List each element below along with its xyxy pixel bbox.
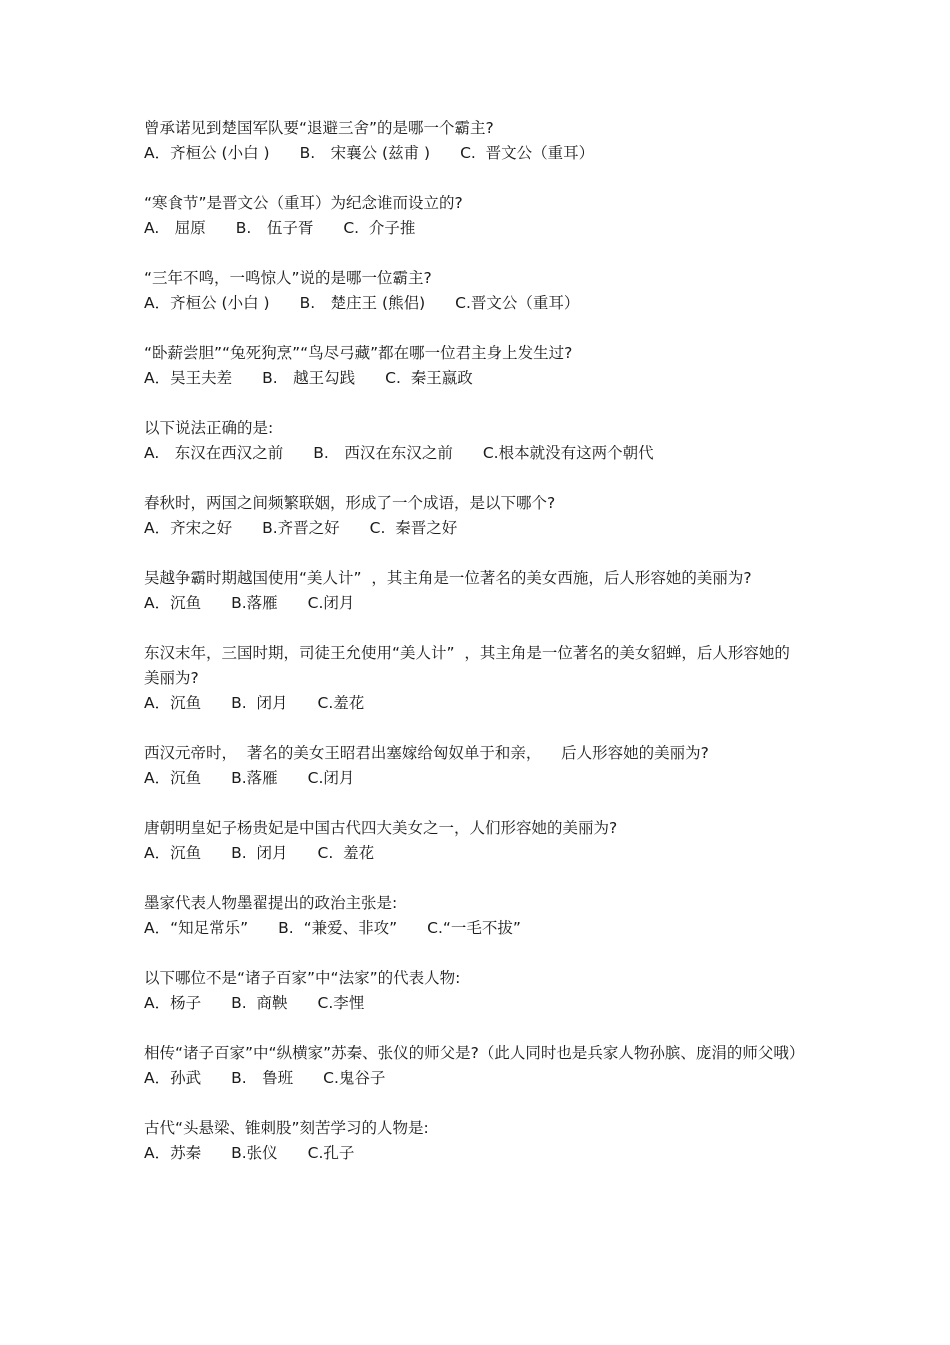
question-item-3 xyxy=(144,266,804,316)
answer-option-c: C. 介子推 xyxy=(343,219,416,237)
question-text: “寒食节”是晋文公（重耳）为纪念谁而设立的? xyxy=(144,194,463,212)
question-item-4 xyxy=(144,341,804,391)
answer-option-a: A．齐宋之好 xyxy=(144,519,233,537)
answer-option-c: C. 晋文公（重耳） xyxy=(460,144,595,162)
answer-option-b: B. 伍子胥 xyxy=(235,219,314,237)
question-text: 古代“头悬梁、锥刺股”刻苦学习的人物是: xyxy=(144,1119,429,1137)
answer-options xyxy=(144,766,804,791)
question-item-8 xyxy=(144,641,804,716)
answer-option-b: B.齐晋之好 xyxy=(262,519,340,537)
question-item-11 xyxy=(144,891,804,941)
answer-option-b: B. 楚庄王 (熊侣) xyxy=(299,294,426,312)
answer-option-a: A．齐桓公 (小白 ) xyxy=(144,144,270,162)
answer-option-c: C.晋文公（重耳） xyxy=(455,294,580,312)
answer-option-c: C.李悝 xyxy=(317,994,365,1012)
answer-option-a: A．齐桓公 (小白 ) xyxy=(144,294,270,312)
question-item-1 xyxy=(144,116,804,166)
answer-options xyxy=(144,916,804,941)
question-item-5 xyxy=(144,416,804,466)
question-text: 以下哪位不是“诸子百家”中“法家”的代表人物: xyxy=(144,969,461,987)
answer-option-a: A．吴王夫差 xyxy=(144,369,233,387)
answer-option-b: B. “兼爱、非攻” xyxy=(278,919,398,937)
answer-option-a: A．沉鱼 xyxy=(144,844,202,862)
question-item-7 xyxy=(144,566,804,616)
question-item-10 xyxy=(144,816,804,866)
question-item-12 xyxy=(144,966,804,1016)
answer-options xyxy=(144,141,804,166)
answer-options xyxy=(144,291,804,316)
answer-options xyxy=(144,441,804,466)
answer-option-c: C.羞花 xyxy=(317,694,365,712)
answer-option-a: A．孙武 xyxy=(144,1069,202,1087)
question-text: 唐朝明皇妃子杨贵妃是中国古代四大美女之一，人们形容她的美丽为? xyxy=(144,819,618,837)
answer-options xyxy=(144,366,804,391)
answer-options xyxy=(144,516,804,541)
answer-option-b: B. 越王勾践 xyxy=(262,369,356,387)
question-text: “卧薪尝胆”“兔死狗烹”“鸟尽弓藏”都在哪一位君主身上发生过? xyxy=(144,344,573,362)
answer-option-a: A．沉鱼 xyxy=(144,694,202,712)
answer-option-a: A. 屈原 xyxy=(144,219,206,237)
answer-option-c: C.根本就没有这两个朝代 xyxy=(482,444,654,462)
answer-options xyxy=(144,991,804,1016)
question-text: 东汉末年，三国时期，司徒王允使用“美人计” ，其主角是一位著名的美女貂蝉，后人形容她的美丽为? xyxy=(144,644,790,687)
answer-option-b: B. 鲁班 xyxy=(231,1069,294,1087)
answer-option-a: A．沉鱼 xyxy=(144,594,202,612)
answer-option-b: B.张仪 xyxy=(231,1144,278,1162)
answer-options xyxy=(144,841,804,866)
answer-options xyxy=(144,591,804,616)
answer-option-c: C.孔子 xyxy=(307,1144,355,1162)
answer-option-b: B. 宋襄公 (兹甫 ) xyxy=(299,144,431,162)
answer-option-c: C. 秦晋之好 xyxy=(369,519,458,537)
answer-option-a: A．苏秦 xyxy=(144,1144,202,1162)
answer-option-c: C. 秦王嬴政 xyxy=(385,369,473,387)
question-item-2 xyxy=(144,191,804,241)
answer-options xyxy=(144,216,804,241)
answer-option-b: B. 闭月 xyxy=(231,844,288,862)
question-text: 春秋时，两国之间频繁联姻，形成了一个成语，是以下哪个? xyxy=(144,494,556,512)
question-text: 墨家代表人物墨翟提出的政治主张是: xyxy=(144,894,398,912)
question-text: 曾承诺见到楚国军队要“退避三舍”的是哪一个霸主? xyxy=(144,119,494,137)
question-text: 相传“诸子百家”中“纵横家”苏秦、张仪的师父是?（此人同时也是兵家人物孙膑、庞涓的师父哦） xyxy=(144,1044,805,1062)
answer-option-c: C. 羞花 xyxy=(317,844,375,862)
answer-option-c: C.闭月 xyxy=(307,769,355,787)
question-item-6 xyxy=(144,491,804,541)
question-item-13 xyxy=(144,1041,804,1091)
answer-option-a: A．杨子 xyxy=(144,994,202,1012)
answer-option-b: B.落雁 xyxy=(231,769,278,787)
answer-options xyxy=(144,1141,804,1166)
answer-option-b: B. 闭月 xyxy=(231,694,288,712)
answer-options xyxy=(144,1066,804,1091)
answer-option-c: C.“一毛不拔” xyxy=(427,919,521,937)
question-text: 吴越争霸时期越国使用“美人计” ，其主角是一位著名的美女西施，后人形容她的美丽为? xyxy=(144,569,752,587)
question-text: 西汉元帝时， 著名的美女王昭君出塞嫁给匈奴单于和亲， 后人形容她的美丽为? xyxy=(144,744,709,762)
question-item-14 xyxy=(144,1116,804,1166)
question-list xyxy=(144,116,804,1191)
answer-option-a: A．“知足常乐” xyxy=(144,919,249,937)
question-text: “三年不鸣，一鸣惊人”说的是哪一位霸主? xyxy=(144,269,432,287)
question-text: 以下说法正确的是: xyxy=(144,419,274,437)
question-item-9 xyxy=(144,741,804,791)
answer-option-c: C.鬼谷子 xyxy=(323,1069,386,1087)
answer-option-a: A. 东汉在西汉之前 xyxy=(144,444,284,462)
answer-option-b: B. 商鞅 xyxy=(231,994,288,1012)
answer-option-c: C.闭月 xyxy=(307,594,355,612)
answer-option-a: A．沉鱼 xyxy=(144,769,202,787)
answer-options xyxy=(144,691,804,716)
answer-option-b: B. 西汉在东汉之前 xyxy=(313,444,453,462)
answer-option-b: B.落雁 xyxy=(231,594,278,612)
